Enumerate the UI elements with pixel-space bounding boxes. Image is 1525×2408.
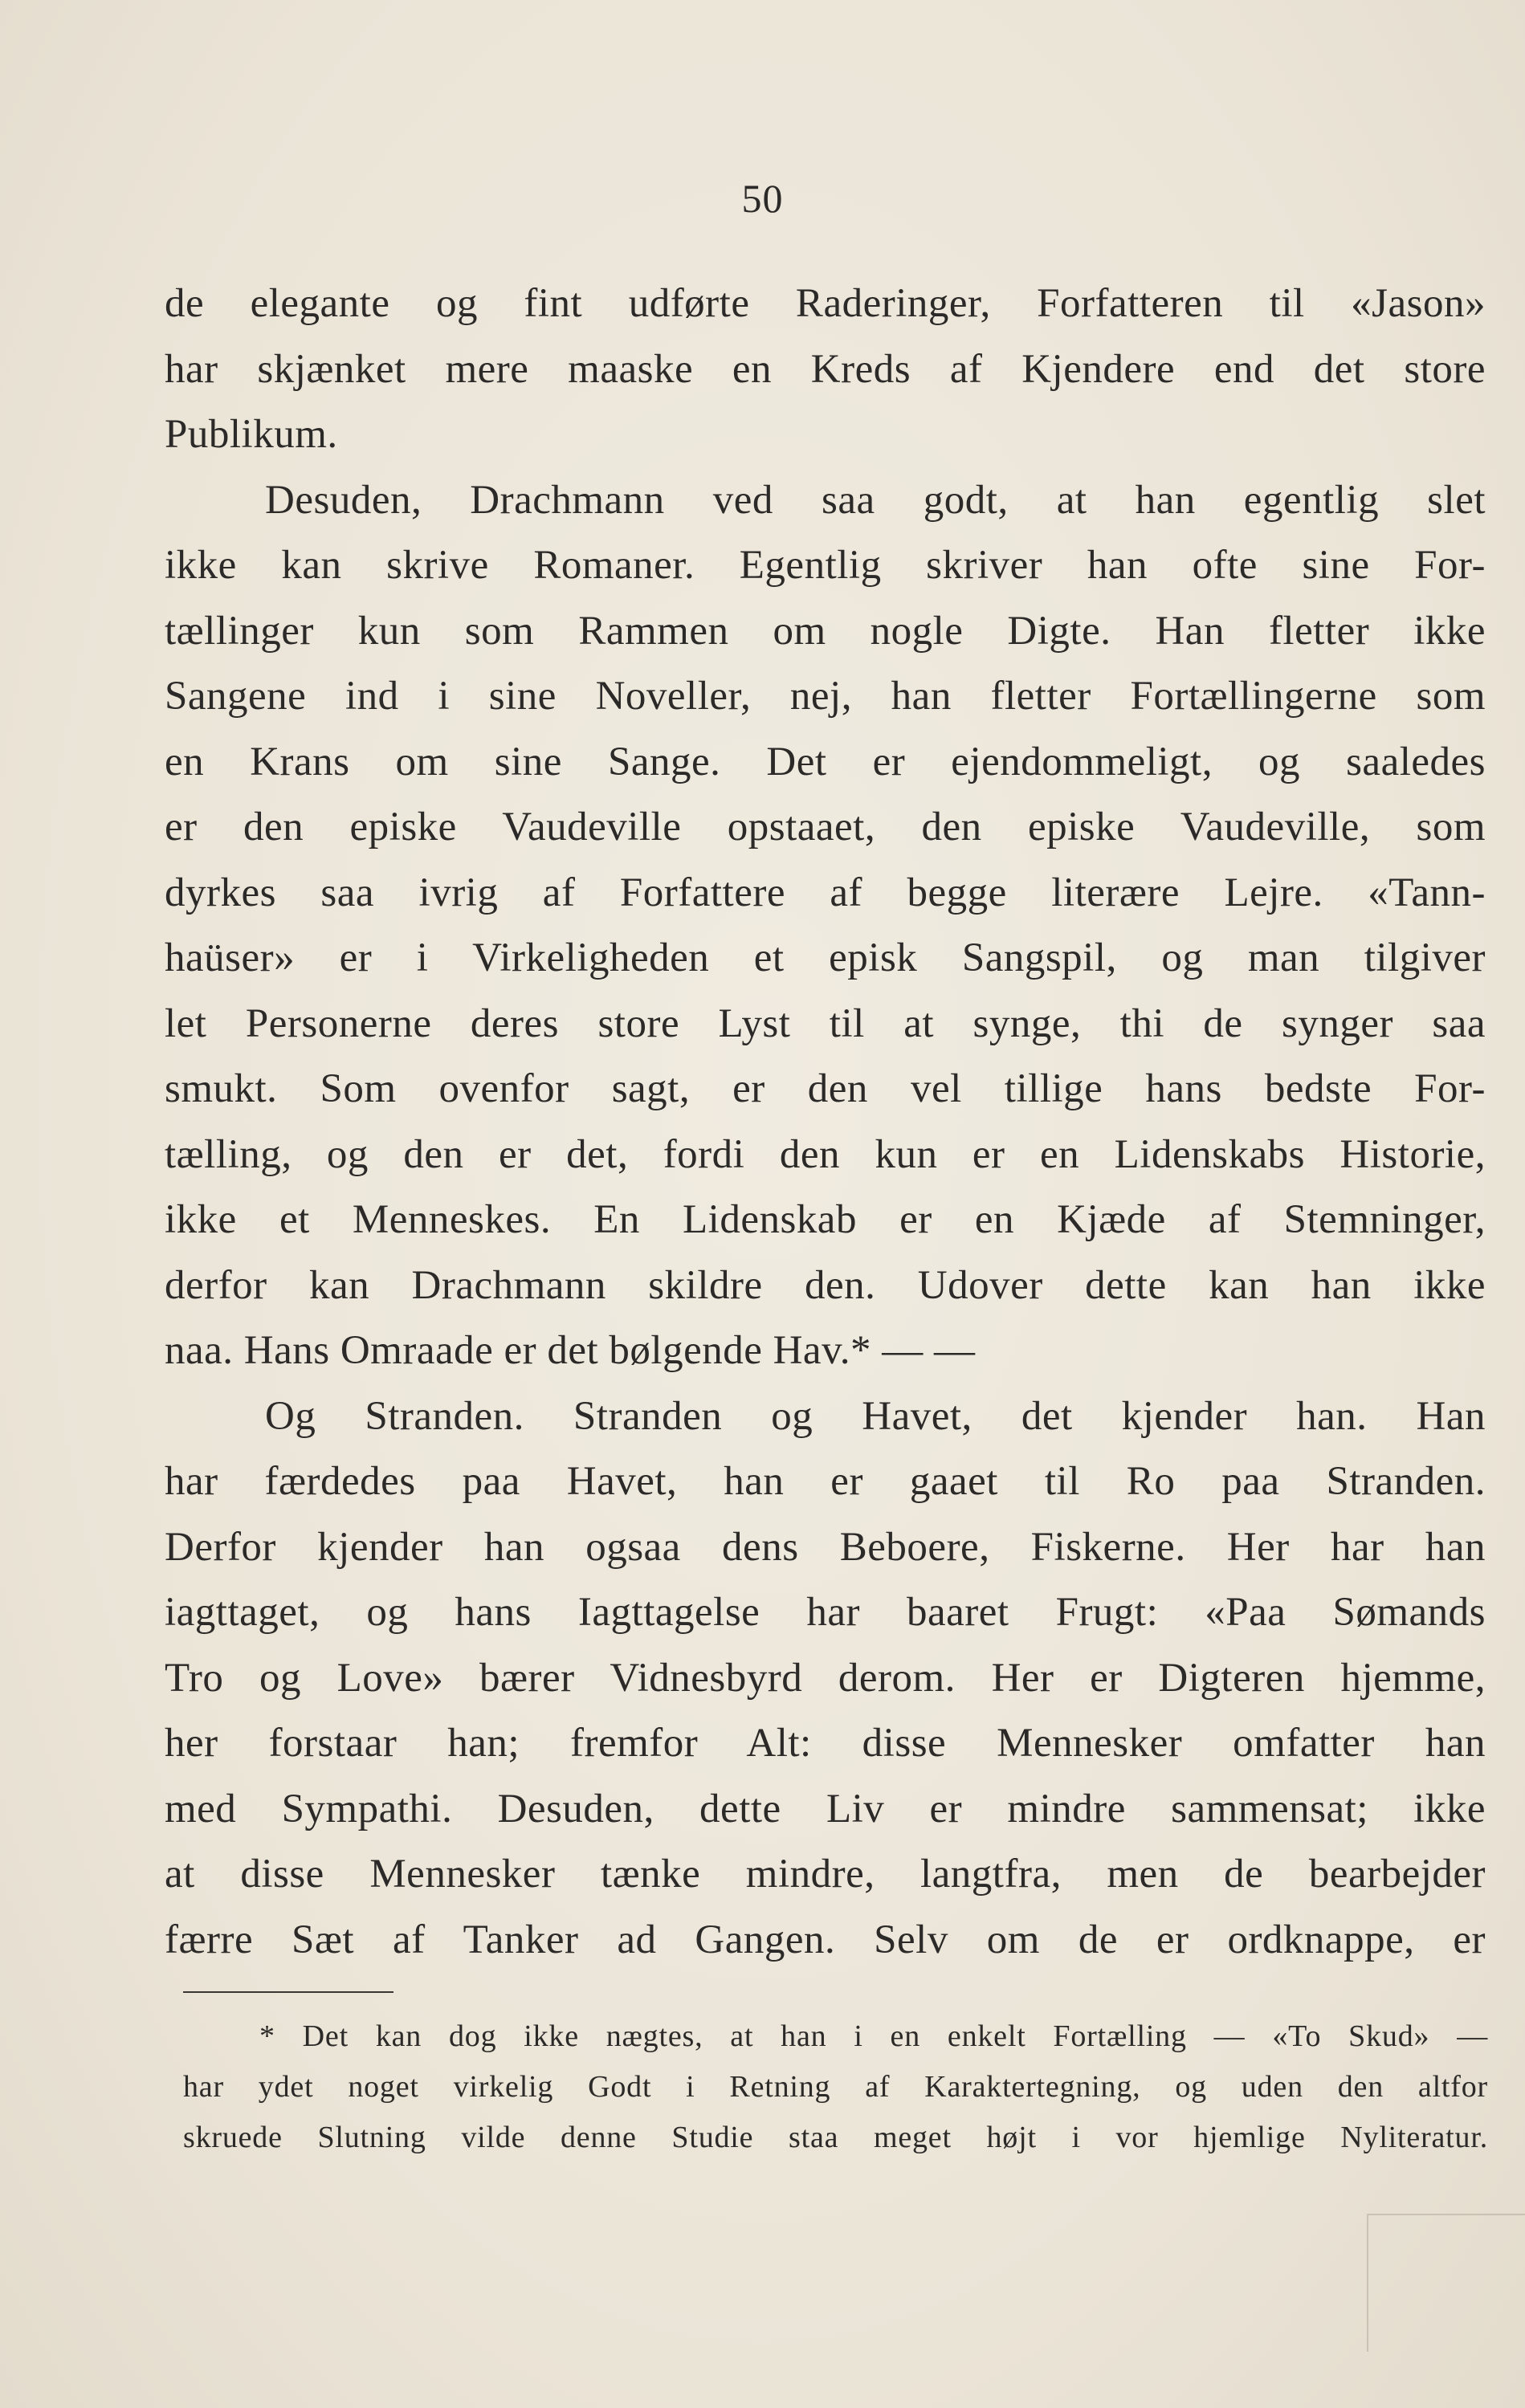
- text-line: med Sympathi. Desuden, dette Liv er mindre sammensat; ikke: [165, 1786, 1486, 1831]
- text-line: færre Sæt af Tanker ad Gangen. Selv om de er ordknappe, er: [165, 1917, 1486, 1962]
- text-line: dyrkes saa ivrig af Forfattere af begge literære Lejre. «Tann-: [165, 870, 1486, 915]
- text-line: de elegante og fint udførte Raderinger, Forfatteren til «Jason»: [165, 281, 1486, 326]
- text-line: Sangene ind i sine Noveller, nej, han fletter Fortællingerne som: [165, 674, 1486, 719]
- text-line: er den episke Vaudeville opstaaet, den episke Vaudeville, som: [165, 805, 1486, 850]
- text-line: let Personerne deres store Lyst til at synge, thi de synger saa: [165, 1000, 1486, 1046]
- text-line: Tro og Love» bærer Vidnesbyrd derom. Her er Digteren hjemme,: [165, 1655, 1486, 1701]
- page-number: 50: [741, 176, 784, 221]
- text-line: derfor kan Drachmann skildre den. Udover dette kan han ikke: [165, 1262, 1486, 1308]
- footnote-divider: [183, 1991, 393, 1993]
- text-line: Derfor kjender han ogsaa dens Beboere, Fiskerne. Her har han: [165, 1524, 1486, 1570]
- text-line: haüser» er i Virkeligheden et episk Sangspil, og man tilgiver: [165, 935, 1486, 980]
- text-line: Desuden, Drachmann ved saa godt, at han egentlig slet: [265, 477, 1486, 523]
- text-line: ikke et Menneskes. En Lidenskab er en Kjæde af Stemninger,: [165, 1197, 1486, 1242]
- text-line: har færdedes paa Havet, han er gaaet til Ro paa Stranden.: [165, 1459, 1486, 1504]
- text-line: her forstaar han; fremfor Alt: disse Mennesker omfatter han: [165, 1721, 1486, 1766]
- footnote-line: har ydet noget virkelig Godt i Retning af Karaktertegning, og uden den altfor: [183, 2070, 1488, 2104]
- text-line: Og Stranden. Stranden og Havet, det kjender han. Han: [265, 1393, 1486, 1439]
- body-text: [165, 271, 1486, 1973]
- footnote: [183, 2011, 1488, 2163]
- footnote-line: * Det kan dog ikke nægtes, at han i en enkelt Fortælling — «To Skud» —: [259, 2019, 1488, 2053]
- text-line: har skjænket mere maaske en Kreds af Kjendere end det store: [165, 346, 1486, 392]
- text-line: Publikum.: [165, 412, 338, 457]
- text-line: ikke kan skrive Romaner. Egentlig skriver han ofte sine For-: [165, 543, 1486, 588]
- text-line: smukt. Som ovenfor sagt, er den vel tillige hans bedste For-: [165, 1066, 1486, 1111]
- text-line: tælling, og den er det, fordi den kun er en Lidenskabs Historie,: [165, 1131, 1486, 1177]
- text-line: iagttaget, og hans Iagttagelse har baaret Frugt: «Paa Sømands: [165, 1590, 1486, 1635]
- text-line: naa. Hans Omraade er det bølgende Hav.* — —: [165, 1328, 976, 1373]
- text-line: en Krans om sine Sange. Det er ejendommeligt, og saaledes: [165, 739, 1486, 784]
- text-line: at disse Mennesker tænke mindre, langtfra, men de bearbejder: [165, 1852, 1486, 1897]
- footnote-line: skruede Slutning vilde denne Studie staa meget højt i vor hjemlige Nyliteratur.: [183, 2121, 1488, 2154]
- text-line: tællinger kun som Rammen om nogle Digte. Han fletter ikke: [165, 608, 1486, 654]
- page-corner-mark: [1367, 2214, 1525, 2352]
